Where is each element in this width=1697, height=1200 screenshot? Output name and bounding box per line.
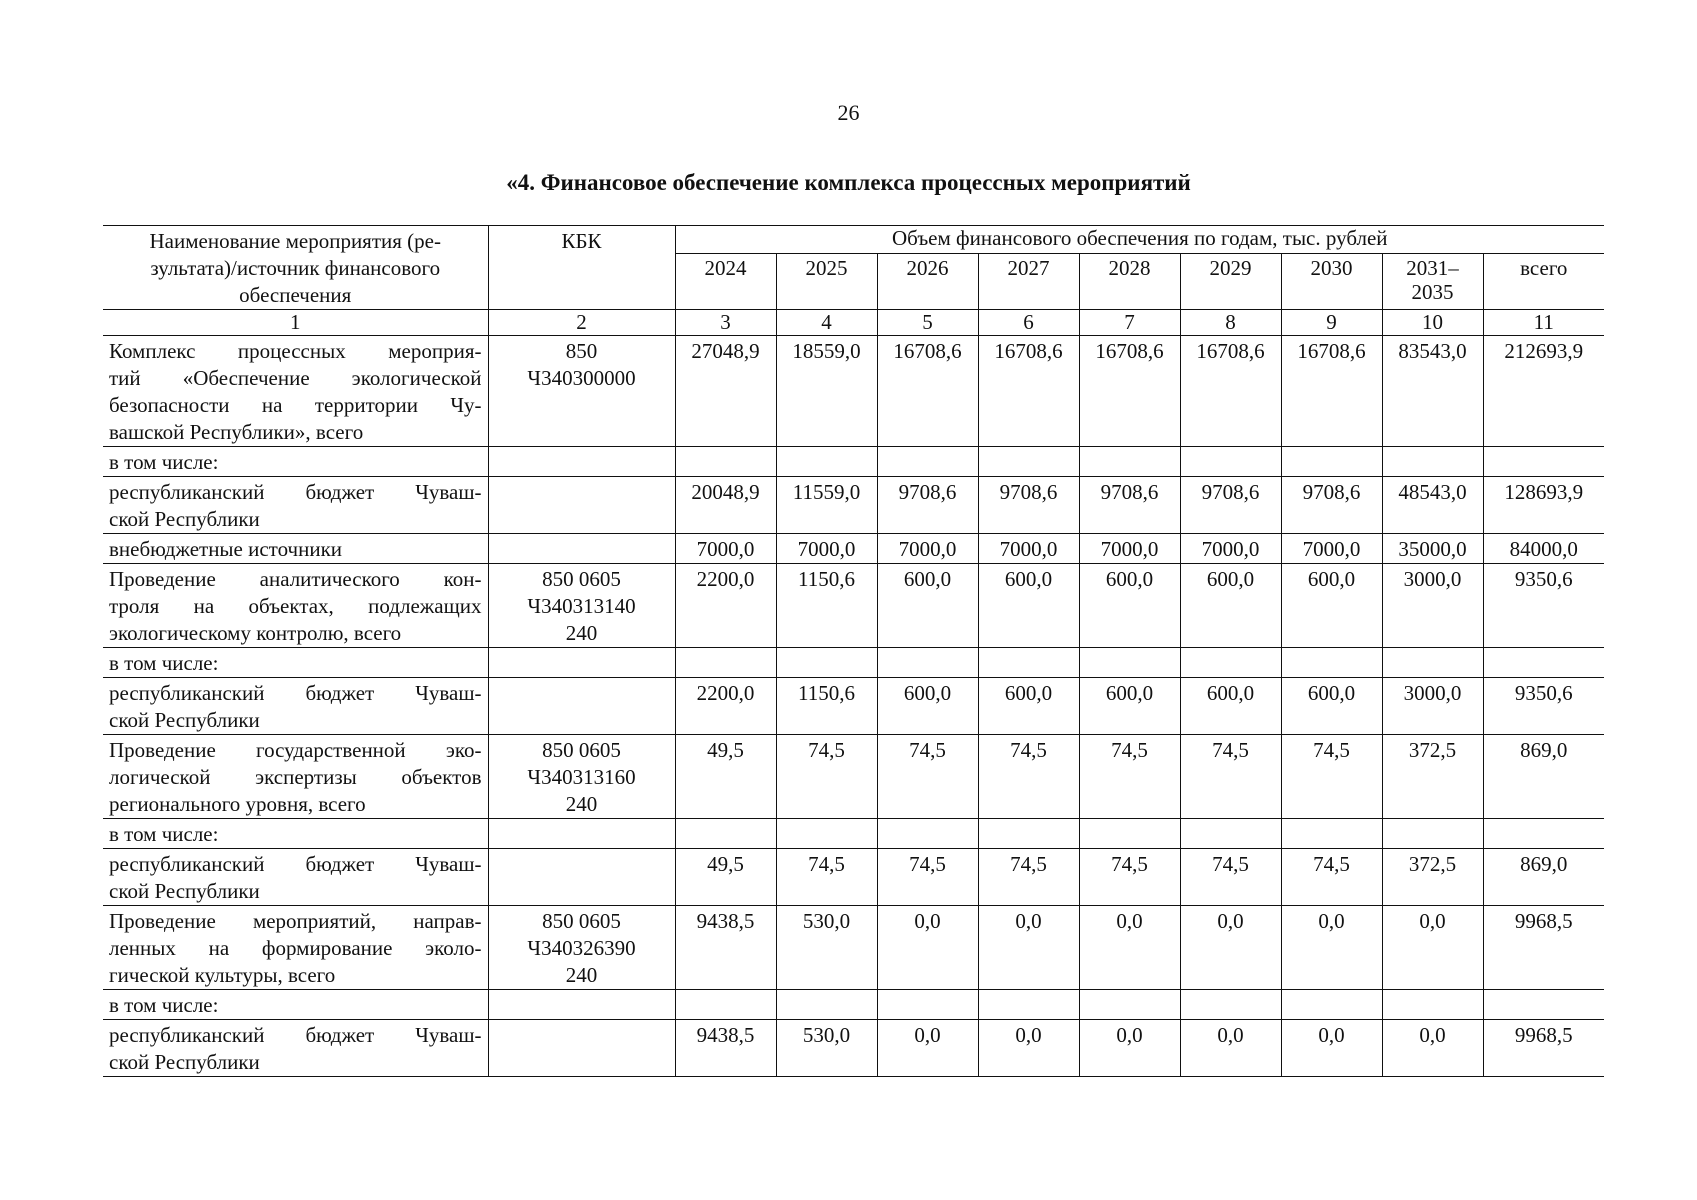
- row-value-cell: [675, 648, 776, 678]
- table-row: [103, 564, 1604, 648]
- row-value-cell: 128693,9: [1483, 477, 1604, 534]
- row-value-cell: 0,0: [877, 1020, 978, 1077]
- header-year-cell: 2027: [978, 253, 1079, 309]
- table-row: [103, 1020, 1604, 1077]
- row-value-cell: 600,0: [1180, 564, 1281, 648]
- row-value-cell: 49,5: [675, 849, 776, 906]
- row-value-cell: [1281, 819, 1382, 849]
- table-row: [103, 735, 1604, 819]
- row-name-cell: [103, 477, 488, 534]
- row-value-cell: [1382, 990, 1483, 1020]
- row-value-cell: 7000,0: [776, 534, 877, 564]
- table-row: [103, 477, 1604, 534]
- column-index-cell: 2: [488, 310, 675, 336]
- section-title: «4. Финансовое обеспечение комплекса процессных мероприятий: [506, 170, 1191, 195]
- row-value-cell: [978, 819, 1079, 849]
- row-name-line: гической культуры, всего: [109, 963, 336, 987]
- row-value-cell: 9968,5: [1483, 906, 1604, 990]
- row-value-cell: 74,5: [1180, 849, 1281, 906]
- row-name-line: Проведение государственной эко-: [109, 738, 482, 762]
- header-year-cell: 2028: [1079, 253, 1180, 309]
- row-value-cell: 74,5: [978, 735, 1079, 819]
- row-value-cell: [1483, 990, 1604, 1020]
- row-value-cell: [1483, 819, 1604, 849]
- row-value-cell: 49,5: [675, 735, 776, 819]
- row-value-cell: 9350,6: [1483, 678, 1604, 735]
- row-kbk-cell: [488, 477, 675, 534]
- row-value-cell: 84000,0: [1483, 534, 1604, 564]
- row-value-cell: 9708,6: [877, 477, 978, 534]
- row-value-cell: [978, 447, 1079, 477]
- row-value-cell: [877, 648, 978, 678]
- row-kbk-cell: [488, 447, 675, 477]
- row-value-cell: 83543,0: [1382, 336, 1483, 447]
- row-value-cell: 530,0: [776, 1020, 877, 1077]
- row-value-cell: 600,0: [1079, 564, 1180, 648]
- row-value-cell: 1150,6: [776, 564, 877, 648]
- header-year-cell: 2026: [877, 253, 978, 309]
- row-kbk-cell: [488, 819, 675, 849]
- table-row: [103, 819, 1604, 849]
- row-value-cell: [1483, 648, 1604, 678]
- row-value-cell: 0,0: [978, 906, 1079, 990]
- column-index-row: [103, 310, 1604, 336]
- row-value-cell: 7000,0: [1180, 534, 1281, 564]
- row-value-cell: 600,0: [1180, 678, 1281, 735]
- row-kbk-cell: [488, 678, 675, 735]
- row-value-cell: [978, 990, 1079, 1020]
- header-year-cell: 2031– 2035: [1382, 253, 1483, 309]
- header-kbk-cell: КБК: [488, 226, 675, 310]
- row-value-cell: 2200,0: [675, 564, 776, 648]
- row-value-cell: 7000,0: [978, 534, 1079, 564]
- header-year-cell: 2024: [675, 253, 776, 309]
- row-name-line: республиканский бюджет Чуваш-: [109, 1023, 482, 1047]
- row-value-cell: [1180, 990, 1281, 1020]
- row-value-cell: 9438,5: [675, 1020, 776, 1077]
- table-row: [103, 534, 1604, 564]
- row-value-cell: 74,5: [1281, 735, 1382, 819]
- row-value-cell: [1180, 447, 1281, 477]
- row-kbk-cell: 850 0605 Ч340313140 240: [488, 564, 675, 648]
- row-value-cell: 9350,6: [1483, 564, 1604, 648]
- row-value-cell: [776, 990, 877, 1020]
- row-kbk-cell: [488, 534, 675, 564]
- table-row: [103, 336, 1604, 447]
- row-value-cell: 11559,0: [776, 477, 877, 534]
- row-value-cell: [1483, 447, 1604, 477]
- row-kbk-cell: 850 0605 Ч340313160 240: [488, 735, 675, 819]
- row-value-cell: 7000,0: [1079, 534, 1180, 564]
- table-row: [103, 849, 1604, 906]
- row-value-cell: 2200,0: [675, 678, 776, 735]
- row-name-line: Проведение аналитического кон-: [109, 567, 482, 591]
- row-value-cell: 74,5: [1079, 735, 1180, 819]
- row-value-cell: 0,0: [877, 906, 978, 990]
- row-value-cell: 74,5: [1281, 849, 1382, 906]
- row-value-cell: 1150,6: [776, 678, 877, 735]
- row-value-cell: 0,0: [1382, 1020, 1483, 1077]
- table-row: [103, 906, 1604, 990]
- column-index-cell: 10: [1382, 310, 1483, 336]
- header-name-line: обеспечения: [239, 283, 352, 307]
- table-row: [103, 990, 1604, 1020]
- row-value-cell: 9438,5: [675, 906, 776, 990]
- row-value-cell: 3000,0: [1382, 564, 1483, 648]
- page-number: 26: [837, 100, 860, 125]
- row-value-cell: 16708,6: [1180, 336, 1281, 447]
- row-name-cell: [103, 336, 488, 447]
- header-year-cell: всего: [1483, 253, 1604, 309]
- row-name-cell: [103, 990, 488, 1020]
- row-value-cell: [675, 447, 776, 477]
- row-name-line: в том числе:: [109, 993, 219, 1017]
- financing-table: [103, 225, 1604, 1077]
- table-row: [103, 648, 1604, 678]
- column-index-cell: 3: [675, 310, 776, 336]
- row-name-line: ской Республики: [109, 1050, 260, 1074]
- row-value-cell: 600,0: [877, 678, 978, 735]
- row-value-cell: 35000,0: [1382, 534, 1483, 564]
- row-value-cell: [1180, 648, 1281, 678]
- row-value-cell: 74,5: [978, 849, 1079, 906]
- row-kbk-cell: [488, 1020, 675, 1077]
- row-value-cell: 372,5: [1382, 849, 1483, 906]
- column-index-cell: 7: [1079, 310, 1180, 336]
- row-value-cell: [776, 819, 877, 849]
- row-value-cell: 600,0: [978, 678, 1079, 735]
- row-value-cell: 0,0: [1180, 1020, 1281, 1077]
- row-value-cell: 0,0: [1180, 906, 1281, 990]
- row-name-cell: [103, 534, 488, 564]
- row-name-line: в том числе:: [109, 822, 219, 846]
- row-value-cell: 74,5: [776, 849, 877, 906]
- row-name-line: Проведение мероприятий, направ-: [109, 909, 482, 933]
- row-value-cell: [1180, 819, 1281, 849]
- row-value-cell: 16708,6: [1281, 336, 1382, 447]
- column-index-cell: 4: [776, 310, 877, 336]
- row-value-cell: [776, 447, 877, 477]
- row-value-cell: 0,0: [1079, 906, 1180, 990]
- row-value-cell: 9968,5: [1483, 1020, 1604, 1077]
- row-value-cell: 530,0: [776, 906, 877, 990]
- row-name-line: в том числе:: [109, 450, 219, 474]
- row-value-cell: 7000,0: [675, 534, 776, 564]
- row-value-cell: 16708,6: [877, 336, 978, 447]
- row-value-cell: 600,0: [1079, 678, 1180, 735]
- row-name-line: в том числе:: [109, 651, 219, 675]
- row-value-cell: [1281, 990, 1382, 1020]
- row-value-cell: 869,0: [1483, 735, 1604, 819]
- row-value-cell: 27048,9: [675, 336, 776, 447]
- row-name-line: республиканский бюджет Чуваш-: [109, 681, 482, 705]
- row-value-cell: 74,5: [1180, 735, 1281, 819]
- row-name-cell: [103, 564, 488, 648]
- header-volume-cell: Объем финансового обеспечения по годам, тыс. рублей: [675, 226, 1604, 254]
- row-value-cell: [1382, 648, 1483, 678]
- column-index-cell: 6: [978, 310, 1079, 336]
- row-kbk-cell: 850 0605 Ч340326390 240: [488, 906, 675, 990]
- row-value-cell: 9708,6: [1180, 477, 1281, 534]
- row-name-cell: [103, 678, 488, 735]
- row-value-cell: 74,5: [877, 849, 978, 906]
- row-value-cell: 0,0: [1079, 1020, 1180, 1077]
- row-name-line: ской Республики: [109, 507, 260, 531]
- header-year-cell: 2030: [1281, 253, 1382, 309]
- row-value-cell: [675, 990, 776, 1020]
- row-name-cell: [103, 447, 488, 477]
- row-value-cell: 600,0: [1281, 678, 1382, 735]
- header-name-line: Наименование мероприятия (ре-: [149, 229, 441, 253]
- row-name-line: тий «Обеспечение экологической: [109, 366, 482, 390]
- row-name-line: безопасности на территории Чу-: [109, 393, 482, 417]
- column-index-cell: 11: [1483, 310, 1604, 336]
- row-value-cell: 0,0: [1281, 906, 1382, 990]
- row-value-cell: [1079, 648, 1180, 678]
- row-value-cell: 7000,0: [1281, 534, 1382, 564]
- column-index-cell: 8: [1180, 310, 1281, 336]
- row-value-cell: 18559,0: [776, 336, 877, 447]
- row-value-cell: [776, 648, 877, 678]
- row-value-cell: [877, 447, 978, 477]
- row-name-cell: [103, 648, 488, 678]
- row-value-cell: 3000,0: [1382, 678, 1483, 735]
- row-value-cell: [1281, 447, 1382, 477]
- row-value-cell: [877, 819, 978, 849]
- row-value-cell: 16708,6: [978, 336, 1079, 447]
- row-value-cell: [1382, 819, 1483, 849]
- row-value-cell: 7000,0: [877, 534, 978, 564]
- table-row: [103, 678, 1604, 735]
- column-index-cell: 1: [103, 310, 488, 336]
- row-value-cell: 600,0: [1281, 564, 1382, 648]
- header-name-line: зультата)/источник финансового: [150, 256, 441, 280]
- row-kbk-cell: [488, 648, 675, 678]
- row-value-cell: 74,5: [1079, 849, 1180, 906]
- header-year-cell: 2025: [776, 253, 877, 309]
- row-value-cell: 74,5: [877, 735, 978, 819]
- row-name-cell: [103, 735, 488, 819]
- row-value-cell: [1079, 990, 1180, 1020]
- row-name-line: троля на объектах, подлежащих: [109, 594, 482, 618]
- row-value-cell: [978, 648, 1079, 678]
- row-name-line: республиканский бюджет Чуваш-: [109, 480, 482, 504]
- row-value-cell: 48543,0: [1382, 477, 1483, 534]
- row-value-cell: [1382, 447, 1483, 477]
- column-index-cell: 5: [877, 310, 978, 336]
- row-kbk-cell: [488, 990, 675, 1020]
- row-name-line: регионального уровня, всего: [109, 792, 366, 816]
- row-kbk-cell: [488, 849, 675, 906]
- row-value-cell: 600,0: [978, 564, 1079, 648]
- header-name-cell: [103, 226, 488, 310]
- row-value-cell: 16708,6: [1079, 336, 1180, 447]
- row-name-cell: [103, 906, 488, 990]
- row-value-cell: 0,0: [1281, 1020, 1382, 1077]
- row-value-cell: 600,0: [877, 564, 978, 648]
- row-name-cell: [103, 849, 488, 906]
- row-name-cell: [103, 1020, 488, 1077]
- row-value-cell: 0,0: [1382, 906, 1483, 990]
- row-name-line: логической экспертизы объектов: [109, 765, 482, 789]
- row-name-line: республиканский бюджет Чуваш-: [109, 852, 482, 876]
- row-name-line: ской Республики: [109, 708, 260, 732]
- row-name-cell: [103, 819, 488, 849]
- row-value-cell: 9708,6: [978, 477, 1079, 534]
- row-value-cell: 869,0: [1483, 849, 1604, 906]
- row-name-line: внебюджетные источники: [109, 537, 343, 561]
- row-value-cell: 0,0: [978, 1020, 1079, 1077]
- row-value-cell: [675, 819, 776, 849]
- row-value-cell: 20048,9: [675, 477, 776, 534]
- row-value-cell: [1281, 648, 1382, 678]
- row-value-cell: [1079, 447, 1180, 477]
- row-value-cell: 372,5: [1382, 735, 1483, 819]
- table-row: [103, 447, 1604, 477]
- row-value-cell: 212693,9: [1483, 336, 1604, 447]
- row-value-cell: 9708,6: [1281, 477, 1382, 534]
- row-value-cell: [877, 990, 978, 1020]
- row-value-cell: [1079, 819, 1180, 849]
- row-value-cell: 9708,6: [1079, 477, 1180, 534]
- row-name-line: вашской Республики», всего: [109, 420, 364, 444]
- row-name-line: ленных на формирование эколо-: [109, 936, 482, 960]
- row-value-cell: 74,5: [776, 735, 877, 819]
- header-row-1: [103, 226, 1604, 254]
- row-name-line: Комплекс процессных мероприя-: [109, 339, 482, 363]
- column-index-cell: 9: [1281, 310, 1382, 336]
- row-kbk-cell: 850 Ч340300000: [488, 336, 675, 447]
- header-year-cell: 2029: [1180, 253, 1281, 309]
- row-name-line: ской Республики: [109, 879, 260, 903]
- row-name-line: экологическому контролю, всего: [109, 621, 402, 645]
